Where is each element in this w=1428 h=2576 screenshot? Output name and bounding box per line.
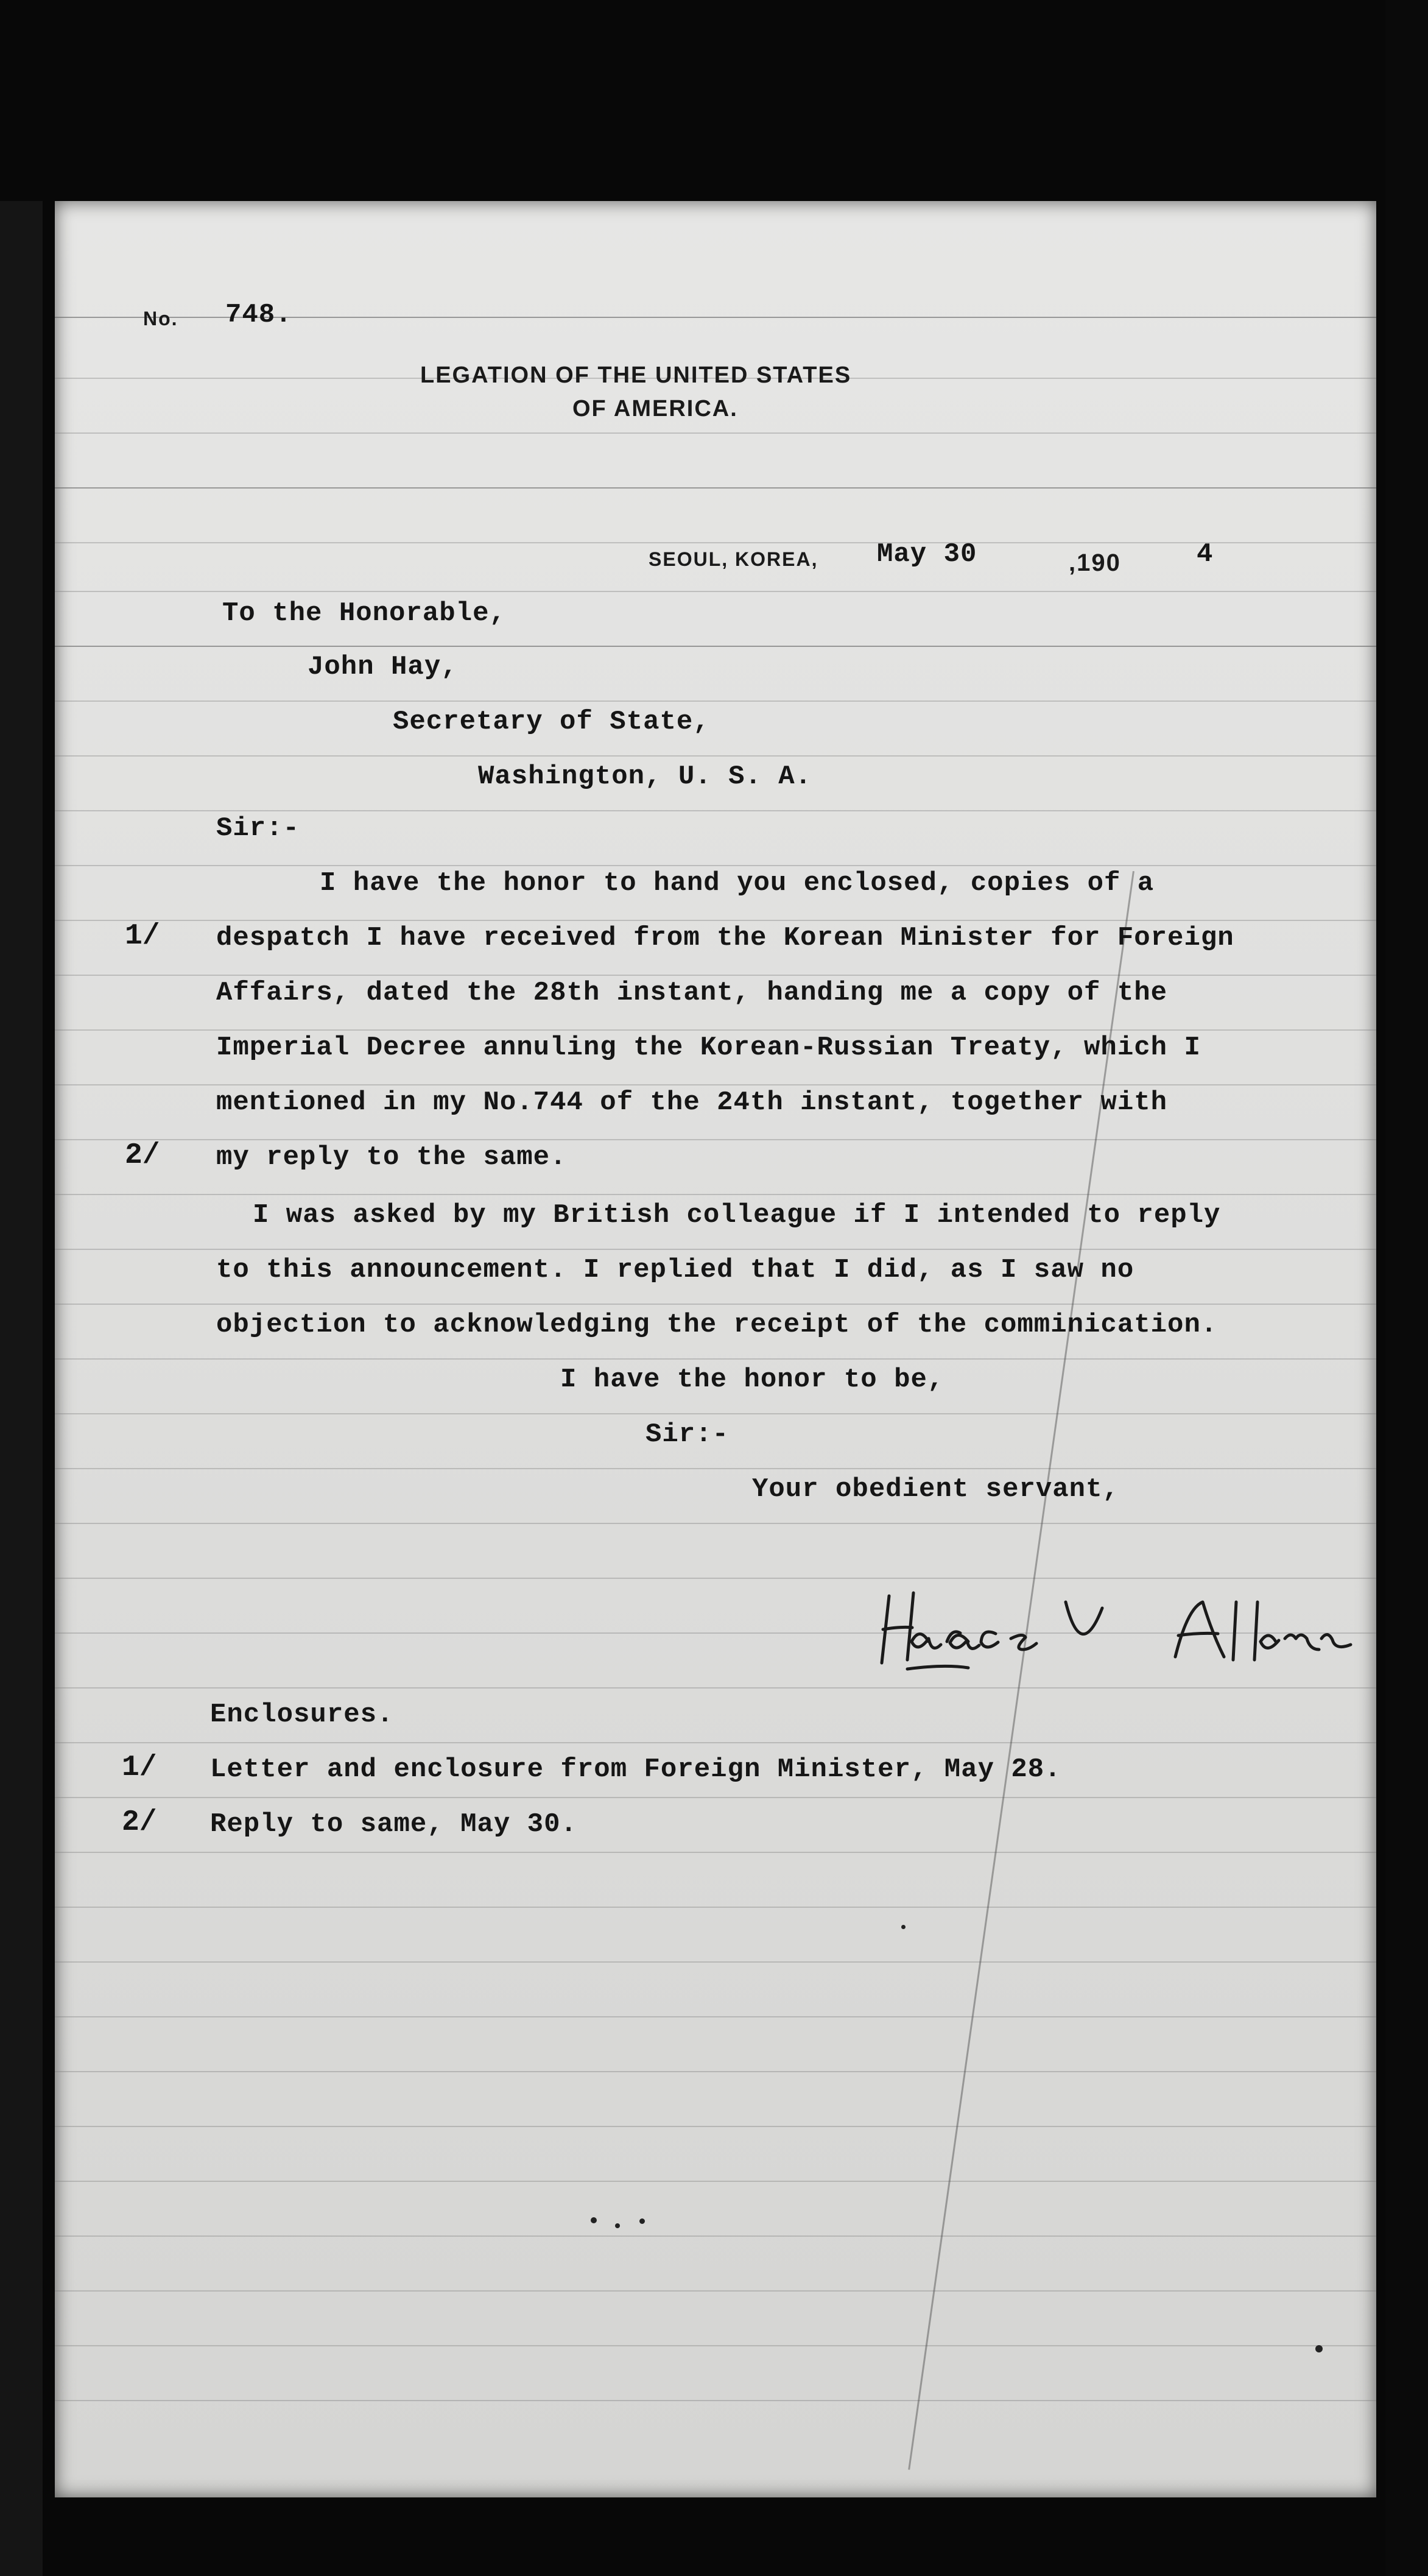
body-line-4: Imperial Decree annuling the Korean-Russian Treaty, which I (216, 1032, 1201, 1063)
ruled-line (55, 432, 1376, 434)
addressee-line-1: To the Honorable, (222, 598, 506, 629)
body-line-9: objection to acknowledging the receipt of the comminication. (216, 1310, 1218, 1340)
film-strip-edge (0, 201, 43, 2576)
ruled-line (55, 1852, 1376, 1853)
ruled-line (55, 1742, 1376, 1743)
ruled-line (55, 865, 1376, 866)
ruled-line (55, 1139, 1376, 1140)
ruled-line (55, 1961, 1376, 1963)
margin-ref-2: 2/ (125, 1139, 160, 1172)
date-year-prefix: ,190 (1069, 549, 1121, 576)
scan-speck (639, 2218, 645, 2224)
ruled-line (55, 2181, 1376, 2182)
ruled-line (55, 700, 1376, 702)
closing-line-1: I have the honor to be, (560, 1364, 944, 1395)
ruled-line (55, 2290, 1376, 2292)
ruled-line (55, 1578, 1376, 1579)
ruled-line (55, 1084, 1376, 1085)
ruled-line (55, 810, 1376, 811)
body-line-8: to this announcement. I replied that I did, as I saw no (216, 1255, 1134, 1285)
ruled-line (55, 1468, 1376, 1469)
ruled-line (55, 591, 1376, 592)
despatch-number-label: No. (143, 308, 178, 330)
ruled-line (55, 646, 1376, 647)
scan-speck (901, 1925, 906, 1929)
ruled-line (55, 1249, 1376, 1250)
body-line-3: Affairs, dated the 28th instant, handing me a copy of the (216, 978, 1168, 1008)
closing-line-3: Your obedient servant, (752, 1474, 1119, 1505)
date-month-day: May 30 (877, 539, 977, 570)
ruled-line (55, 1907, 1376, 1908)
ruled-line (55, 2235, 1376, 2237)
body-line-2: despatch I have received from the Korean Minister for Foreign (216, 923, 1234, 953)
body-line-5: mentioned in my No.744 of the 24th instant, together with (216, 1087, 1168, 1118)
ruled-line (55, 1029, 1376, 1031)
ruled-line (55, 1413, 1376, 1414)
greeting: Sir:- (216, 813, 300, 844)
body-line-1: I have the honor to hand you enclosed, copies of a (320, 868, 1155, 898)
scan-speck (615, 2223, 620, 2228)
place-line: SEOUL, KOREA, (649, 548, 818, 570)
ruled-line (55, 1797, 1376, 1798)
ruled-line (55, 1194, 1376, 1195)
enclosure-ref-1: 1/ (122, 1751, 157, 1784)
enclosure-ref-2: 2/ (122, 1806, 157, 1839)
enclosure-item-1: Letter and enclosure from Foreign Minister, May 28. (210, 1754, 1061, 1785)
letter-sheet (55, 201, 1376, 2497)
closing-line-2: Sir:- (645, 1419, 730, 1450)
letterhead-line-2: OF AMERICA. (572, 396, 738, 422)
addressee-line-4: Washington, U. S. A. (478, 761, 812, 792)
enclosure-item-2: Reply to same, May 30. (210, 1809, 577, 1840)
ruled-line (55, 920, 1376, 921)
ruled-line (55, 2345, 1376, 2346)
ruled-line (55, 1687, 1376, 1689)
ruled-line (55, 2016, 1376, 2017)
body-line-6: my reply to the same. (216, 1142, 567, 1173)
date-year-digit: 4 (1197, 539, 1214, 570)
ruled-line (55, 2400, 1376, 2401)
ruled-line (55, 487, 1376, 489)
addressee-line-3: Secretary of State, (393, 707, 710, 737)
ruled-line (55, 542, 1376, 543)
despatch-number: 748. (225, 300, 292, 330)
body-line-7: I was asked by my British colleague if I intended to reply (253, 1200, 1221, 1230)
scan-speck (591, 2217, 597, 2223)
handwritten-signature (871, 1584, 1376, 1675)
ruled-line (55, 1523, 1376, 1524)
letterhead-line-1: LEGATION OF THE UNITED STATES (420, 362, 852, 388)
film-edge-right (1385, 0, 1428, 2576)
enclosures-heading: Enclosures. (210, 1699, 394, 1730)
ruled-line (55, 2126, 1376, 2127)
ruled-line (55, 755, 1376, 757)
scan-speck (1315, 2345, 1323, 2352)
ruled-line (55, 1358, 1376, 1360)
ruled-line (55, 1304, 1376, 1305)
ruled-line (55, 2071, 1376, 2072)
addressee-line-2: John Hay, (308, 652, 458, 682)
ruled-line (55, 975, 1376, 976)
margin-ref-1: 1/ (125, 920, 160, 953)
